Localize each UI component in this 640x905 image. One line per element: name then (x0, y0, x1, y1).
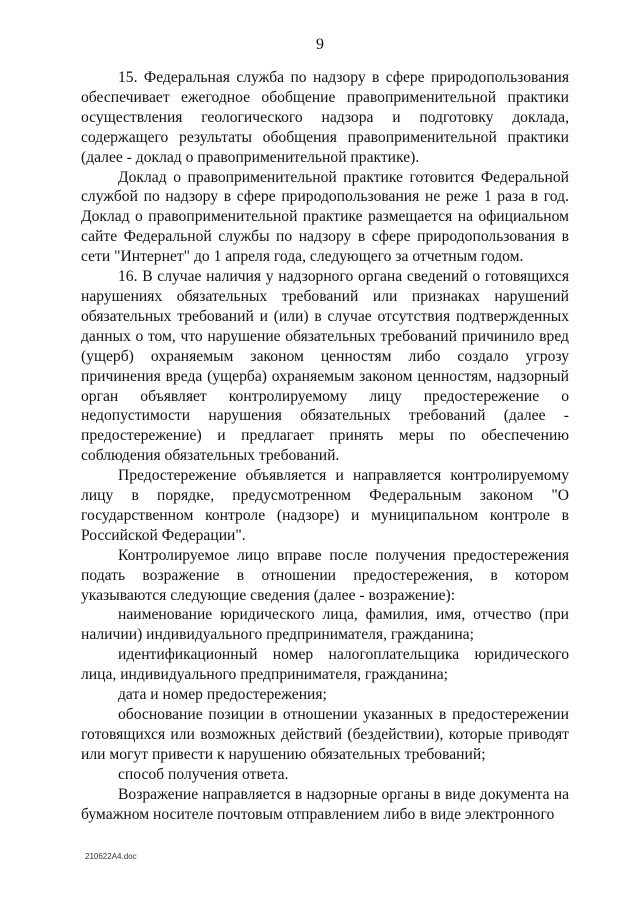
footer-filename: 210622A4.doc (85, 852, 137, 861)
paragraph-15: 15. Федеральная служба по надзору в сфере природопользования обеспечивает ежегодное обобщение правоприменительной практики осуществления геологического надзора и подготовку доклада, содержащего результаты обобщения правоприменительной практики (далее - доклад о правоприменительной практике). (81, 69, 569, 166)
paragraph-objection-delivery: Возражение направляется в надзорные органы в виде документа на бумажном носителе почтовым отправлением либо в виде электронного (81, 785, 569, 823)
list-item-justification: обоснование позиции в отношении указанных в предостережении готовящихся или возможных действий (бездействии), которые приводят или могут привести к нарушению обязательных требований; (81, 706, 569, 763)
list-item-name: наименование юридического лица, фамилия, имя, отчество (при наличии) индивидуального предпринимателя, гражданина; (81, 606, 569, 644)
list-item-date: дата и номер предостережения; (118, 686, 327, 704)
list-item-response-method: способ получения ответа. (118, 765, 289, 783)
paragraph-report: Доклад о правоприменительной практике готовится Федеральной службой по надзору в сфере природопользования не реже 1 раза в год. Доклад о правоприменительной практике размещается на официальном сайте Федеральной службы по надзору в сфере природопользования в сети "Интернет" до 1 апреля года, следующего за отчетным годом. (81, 168, 569, 266)
paragraph-objection: Контролируемое лицо вправе после получения предостережения подать возражение в отношении предостережения, в котором указываются следующие сведения (далее - возражение): (81, 546, 569, 604)
paragraph-warning-procedure: Предостережение объявляется и направляется контролируемому лицу в порядке, предусмотренном Федеральным законом "О государственном контроле (надзоре) и муниципальном контроле в Российской Федерации". (81, 467, 569, 544)
page-number: 9 (316, 36, 324, 53)
list-item-inn: идентификационный номер налогоплательщика юридического лица, индивидуального предпринимателя, гражданина; (81, 646, 569, 684)
paragraph-16: 16. В случае наличия у надзорного органа сведений о готовящихся нарушениях обязательных требований или признаках нарушений обязательных требований и (или) в случае отсутствия подтвержденных данных о том, что нарушение обязательных требований причинило вред (ущерб) охраняемым законом ценностям либо создало угрозу причинения вреда (ущерба) охраняемым законом ценностям, надзорный орган объявляет контролируемому лицу предостережение о недопустимости нарушения обязательных требований (далее - предостережение) и предлагает принять меры по обеспечению соблюдения обязательных требований. (81, 268, 569, 465)
document-body (81, 68, 569, 824)
